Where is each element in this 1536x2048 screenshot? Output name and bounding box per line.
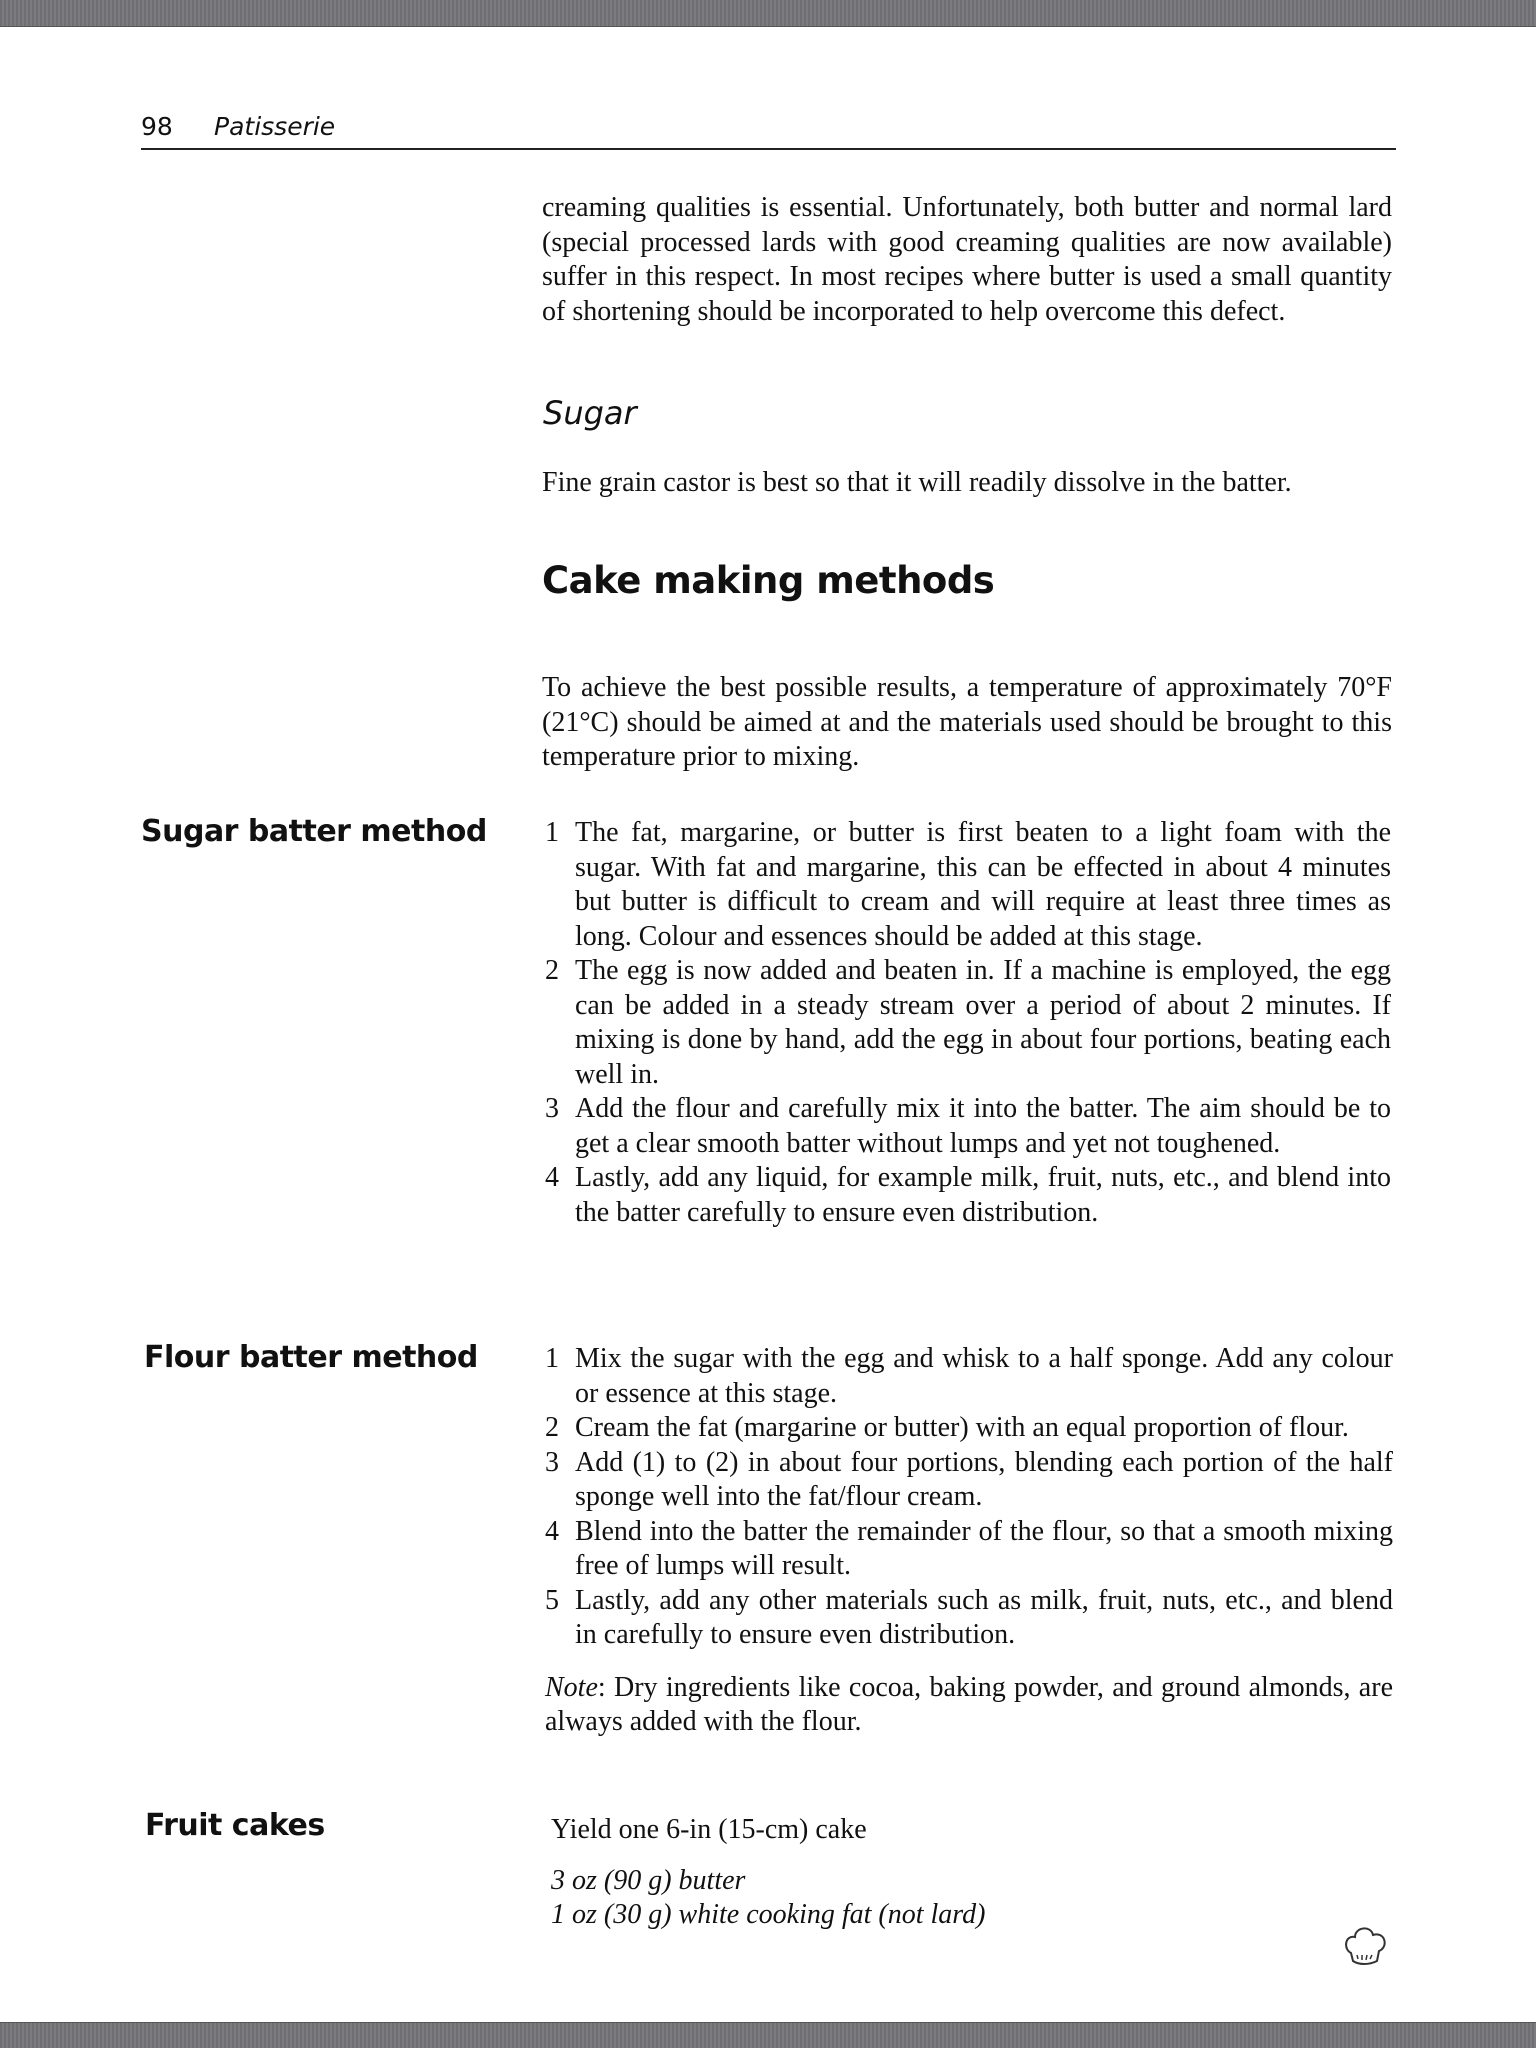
step-item <box>545 1161 1391 1230</box>
sugar-batter-heading: Sugar batter method <box>141 814 487 849</box>
note-label: Note <box>545 1671 598 1703</box>
fruit-cakes-yield: Yield one 6-in (15-cm) cake <box>551 1814 867 1845</box>
cake-methods-intro-block <box>542 671 1392 775</box>
step-number: 5 <box>545 1584 559 1616</box>
running-header <box>141 108 1396 150</box>
step-number: 1 <box>545 1343 559 1374</box>
step-number: 4 <box>545 1515 559 1547</box>
cake-methods-intro: To achieve the best possible results, a temperature of approximately 70°F (21°C) should be aimed at and the materials used should be brought to this temperature prior to mixing. <box>542 672 1392 772</box>
step-text: The egg is now added and beaten in. If a machine is employed, the egg can be added in a steady stream over a period of about 2 minutes. If mixing is done by hand, add the egg in about four portions, beating each well in. <box>575 955 1391 1090</box>
flour-batter-note <box>545 1671 1393 1740</box>
step-text: Add (1) to (2) in about four portions, blending each portion of the half sponge well into the fat/flour cream. <box>575 1446 1393 1512</box>
sugar-batter-steps <box>545 816 1391 1230</box>
step-number: 2 <box>545 955 559 986</box>
note-text: : Dry ingredients like cocoa, baking powder, and ground almonds, are always added with the flour. <box>545 1671 1393 1737</box>
step-item <box>545 954 1391 1092</box>
step-text: Lastly, add any liquid, for example milk, fruit, nuts, etc., and blend into the batter carefully to ensure even distribution. <box>575 1162 1391 1228</box>
flour-batter-steps <box>545 1342 1393 1740</box>
step-number: 4 <box>545 1162 559 1193</box>
cake-methods-heading: Cake making methods <box>542 559 995 602</box>
step-text: Lastly, add any other materials such as milk, fruit, nuts, etc., and blend in carefully to ensure even distribution. <box>575 1584 1393 1650</box>
step-item <box>545 1515 1393 1584</box>
step-item <box>545 816 1391 954</box>
top-scan-border <box>0 0 1536 27</box>
step-text: Mix the sugar with the egg and whisk to a half sponge. Add any colour or essence at this stage. <box>575 1343 1393 1409</box>
step-number: 3 <box>545 1446 559 1478</box>
ingredient-item: 1 oz (30 g) white cooking fat (not lard) <box>551 1899 986 1930</box>
step-number: 2 <box>545 1412 559 1443</box>
step-item <box>545 1411 1393 1446</box>
sugar-heading: Sugar <box>543 394 637 432</box>
running-title: Patisserie <box>214 112 336 141</box>
step-item <box>545 1342 1393 1411</box>
intro-paragraph: creaming qualities is essential. Unfortunately, both butter and normal lard (special processed lards with good creaming qualities are now available) suffer in this respect. In most recipes where butter is used a small quantity of shortening should be incorporated to help overcome this defect. <box>542 192 1392 327</box>
step-text: Add the flour and carefully mix it into the batter. The aim should be to get a clear smooth batter without lumps and yet not toughened. <box>575 1093 1391 1159</box>
bottom-scan-border <box>0 2022 1536 2048</box>
ingredient-item: 3 oz (90 g) butter <box>551 1864 746 1896</box>
step-item <box>545 1584 1393 1653</box>
sugar-batter-list <box>545 816 1391 1230</box>
step-text: Cream the fat (margarine or butter) with an equal proportion of flour. <box>575 1412 1349 1443</box>
sugar-text: Fine grain castor is best so that it will readily dissolve in the batter. <box>542 467 1292 498</box>
step-item <box>545 1092 1391 1161</box>
sugar-text-block <box>542 466 1392 501</box>
fruit-cakes-heading: Fruit cakes <box>145 1808 325 1843</box>
page-number: 98 <box>141 112 173 141</box>
flour-batter-list <box>545 1342 1393 1653</box>
step-item <box>545 1446 1393 1515</box>
ingredient-list <box>551 1864 1391 1933</box>
step-text: The fat, margarine, or butter is first beaten to a light foam with the sugar. With fat and margarine, this can be effected in about 4 minutes but butter is difficult to cream and will require at least three times as long. Colour and essences should be added at this stage. <box>575 817 1391 952</box>
step-number: 3 <box>545 1093 559 1124</box>
step-text: Blend into the batter the remainder of the flour, so that a smooth mixing free of lumps will result. <box>575 1515 1393 1581</box>
step-number: 1 <box>545 817 559 848</box>
flour-batter-heading: Flour batter method <box>144 1340 478 1375</box>
fruit-cakes-block <box>551 1813 1391 1933</box>
chef-hat-icon <box>1341 1921 1389 1969</box>
intro-paragraph-block <box>542 191 1392 329</box>
